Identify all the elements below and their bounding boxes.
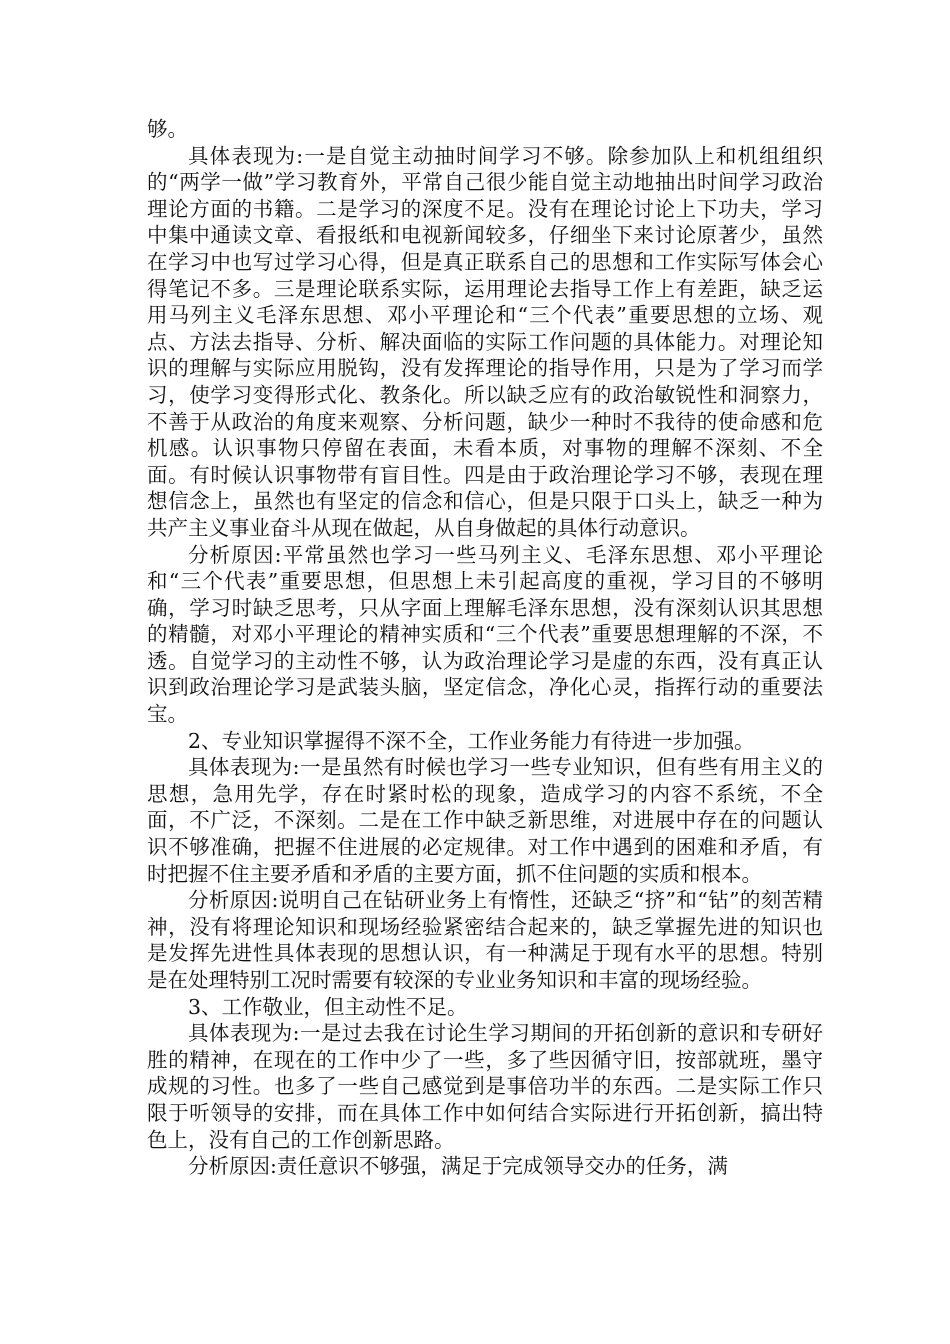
paragraph-analysis-1: 分析原因:平常虽然也学习一些马列主义、毛泽东思想、邓小平理论和“三个代表”重要思想，但思想上未引起高度的重视，学习目的不够明确，学习时缺乏思考，只从字面上理解毛泽东思想，没有深刻认识其思想的精髓，对邓小平理论的精神实质和“三个代表”重要思想理解的不深，不透。自觉学习的主动性不够，认为政治理论学习是虚的东西，没有真正认识到政治理论学习是武装头脑，坚定信念，净化心灵，指挥行动的重要法宝。 [147, 542, 823, 727]
paragraph-manifestation-2: 具体表现为:一是虽然有时候也学习一些专业知识，但有些有用主义的思想，急用先学，存在时紧时松的现象，造成学习的内容不系统，不全面，不广泛，不深刻。二是在工作中缺乏新思维，对进展中存在的问题认识不够准确，把握不住进展的必定规律。对工作中遇到的困难和矛盾，有时把握不住主要矛盾和矛盾的主要方面，抓不住问题的实质和根本。 [147, 755, 823, 886]
paragraph-analysis-3: 分析原因:责任意识不够强，满足于完成领导交办的任务，满 [188, 1154, 728, 1179]
paragraph-manifestation-3: 具体表现为:一是过去我在讨论生学习期间的开拓创新的意识和专研好胜的精神，在现在的工作中少了一些，多了些因循守旧，按部就班，墨守成规的习性。也多了一些自己感觉到是事倍功半的东西。二是实际工作只限于听领导的安排，而在具体工作中如何结合实际进行开拓创新，搞出特色上，没有自己的工作创新思路。 [147, 1021, 823, 1152]
section-heading-3: 3、工作敬业，但主动性不足。 [188, 994, 468, 1019]
document-body [147, 116, 823, 1180]
section-heading-2: 2、专业知识掌握得不深不全，工作业务能力有待进一步加强。 [188, 728, 755, 753]
paragraph-manifestation-1: 具体表现为:一是自觉主动抽时间学习不够。除参加队上和机组组织的“两学一做”学习教育外，平常自己很少能自觉主动地抽出时间学习政治理论方面的书籍。二是学习的深度不足。没有在理论讨论上下功夫，学习中集中通读文章、看报纸和电视新闻较多，仔细坐下来讨论原著少，虽然在学习中也写过学习心得，但是真正联系自己的思想和工作实际写体会心得笔记不多。三是理论联系实际，运用理论去指导工作上有差距，缺乏运用马列主义毛泽东思想、邓小平理论和“三个代表”重要思想的立场、观点、方法去指导、分析、解决面临的实际工作问题的具体能力。对理论知识的理解与实际应用脱钩，没有发挥理论的指导作用，只是为了学习而学习，使学习变得形式化、教条化。所以缺乏应有的政治敏锐性和洞察力，不善于从政治的角度来观察、分析问题，缺少一种时不我待的使命感和危机感。认识事物只停留在表面，未看本质，对事物的理解不深刻、不全面。有时候认识事物带有盲目性。四是由于政治理论学习不够，表现在理想信念上，虽然也有坚定的信念和信心，但是只限于口头上，缺乏一种为共产主义事业奋斗从现在做起，从自身做起的具体行动意识。 [147, 143, 823, 540]
paragraph-continuation: 够。 [147, 117, 188, 141]
paragraph-analysis-2: 分析原因:说明自己在钻研业务上有惰性，还缺乏“挤”和“钻”的刻苦精神，没有将理论知识和现场经验紧密结合起来的，缺乏掌握先进的知识也是发挥先进性具体表现的思想认识，有一种满足于现有水平的思想。特别是在处理特别工况时需要有较深的专业业务知识和丰富的现场经验。 [147, 888, 823, 992]
